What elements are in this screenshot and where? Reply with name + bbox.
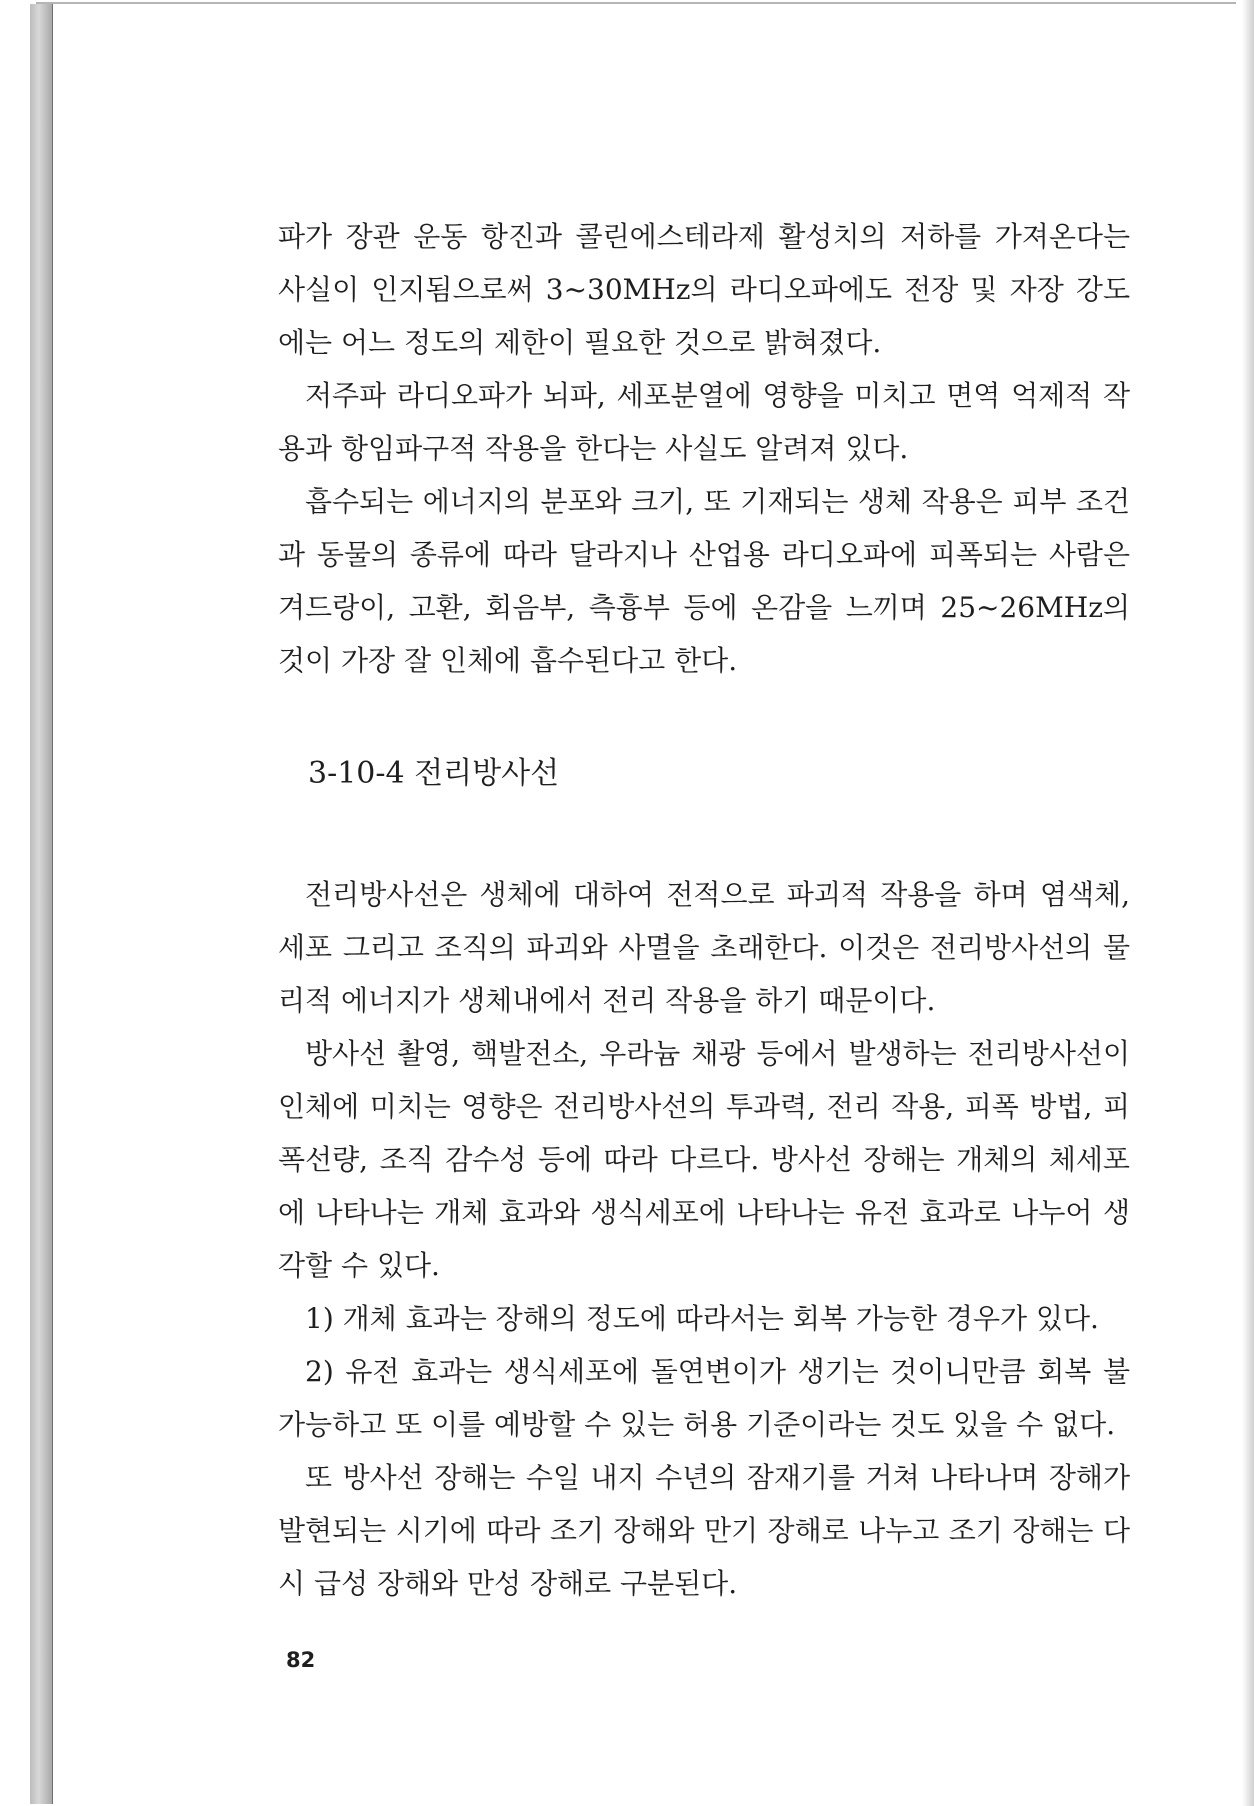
paragraph: 방사선 촬영, 핵발전소, 우라늄 채광 등에서 발생하는 전리방사선이 인체에 미치는 영향은 전리방사선의 투과력, 전리 작용, 피폭 방법, 피폭선량, 조직 감수성 등에 따라 다르다. 방사선 장해는 개체의 체세포에 나타나는 개체 효과와 생식세포에 나타나는 유전 효과로 나누어 생각할 수 있다. (278, 1037, 1130, 1282)
page-content (278, 210, 1130, 1610)
paragraph: 저주파 라디오파가 뇌파, 세포분열에 영향을 미치고 면역 억제적 작용과 항임파구적 작용을 한다는 사실도 알려져 있다. (278, 379, 1130, 465)
paragraph-continued: 파가 장관 운동 항진과 콜린에스테라제 활성치의 저하를 가져온다는 사실이 인지됨으로써 3~30MHz의 라디오파에도 전장 및 자장 강도에는 어느 정도의 제한이 필요한 것으로 밝혀졌다. (278, 220, 1130, 359)
paragraph: 또 방사선 장해는 수일 내지 수년의 잠재기를 거쳐 나타나며 장해가 발현되는 시기에 따라 조기 장해와 만기 장해로 나누고 조기 장해는 다시 급성 장해와 만성 장해로 구분된다. (278, 1461, 1130, 1600)
page-top-edge (36, 2, 1236, 4)
section-heading: 3-10-4 전리방사선 (308, 756, 560, 791)
paragraph: 흡수되는 에너지의 분포와 크기, 또 기재되는 생체 작용은 피부 조건과 동물의 종류에 따라 달라지나 산업용 라디오파에 피폭되는 사람은 겨드랑이, 고환, 회음부, 측흉부 등에 온감을 느끼며 25~26MHz의 것이 가장 잘 인체에 흡수된다고 한다. (278, 485, 1130, 677)
list-item-1: 1) 개체 효과는 장해의 정도에 따라서는 회복 가능한 경우가 있다. (305, 1302, 1099, 1335)
list-item-2: 2) 유전 효과는 생식세포에 돌연변이가 생기는 것이니만큼 회복 불가능하고 또 이를 예방할 수 있는 허용 기준이라는 것도 있을 수 없다. (278, 1355, 1130, 1441)
page-number: 82 (286, 1648, 316, 1672)
paragraph: 전리방사선은 생체에 대하여 전적으로 파괴적 작용을 하며 염색체, 세포 그리고 조직의 파괴와 사멸을 초래한다. 이것은 전리방사선의 물리적 에너지가 생체내에서 전리 작용을 하기 때문이다. (278, 878, 1130, 1017)
page-right-edge (1242, 0, 1254, 1806)
book-spine (30, 4, 53, 1804)
